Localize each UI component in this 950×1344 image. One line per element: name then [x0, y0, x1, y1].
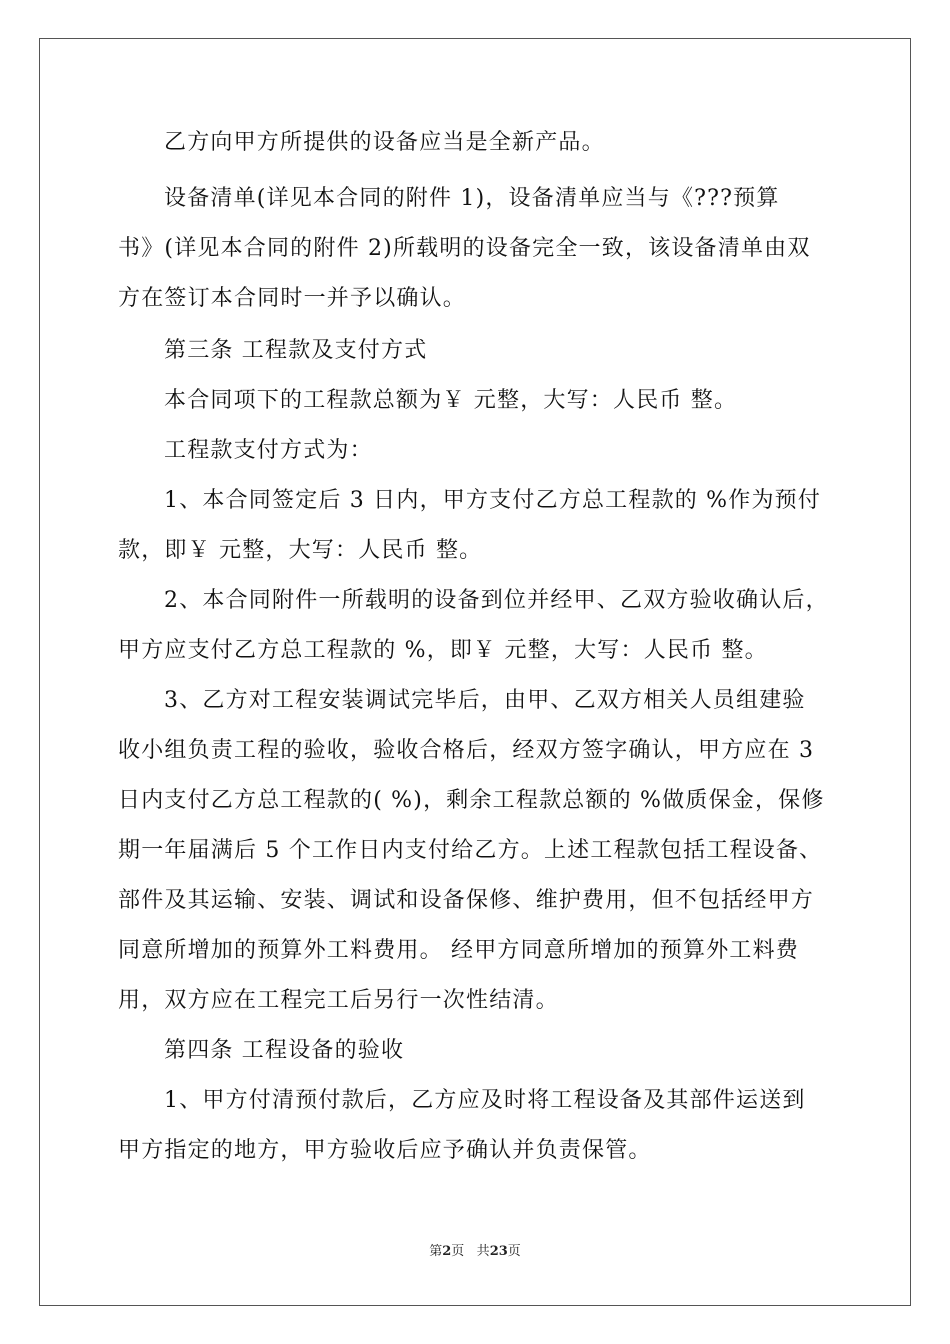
paragraph-line: 款，即￥ 元整，大写：人民币 整。: [118, 538, 483, 563]
paragraph-line: 2、本合同附件一所载明的设备到位并经甲、乙双方验收确认后，: [164, 588, 829, 613]
page-suffix: 页: [451, 1244, 465, 1259]
paragraph-line: 本合同项下的工程款总额为￥ 元整，大写：人民币 整。: [164, 388, 738, 413]
paragraph-line: 收小组负责工程的验收，验收合格后，经双方签字确认，甲方应在 3: [118, 738, 815, 763]
paragraph-line: 甲方指定的地方，甲方验收后应予确认并负责保管。: [118, 1138, 652, 1163]
page-number: 2: [442, 1244, 452, 1259]
paragraph-line: 1、本合同签定后 3 日内，甲方支付乙方总工程款的 %作为预付: [164, 488, 822, 513]
paragraph-line: 日内支付乙方总工程款的( %)，剩余工程款总额的 %做质保金，保修: [118, 788, 825, 813]
paragraph-line: 设备清单(详见本合同的附件 1)，设备清单应当与《???预算: [164, 186, 780, 211]
paragraph-line: 用，双方应在工程完工后另行一次性结清。: [118, 988, 559, 1013]
total-pages: 23: [489, 1244, 508, 1259]
section-heading: 第四条 工程设备的验收: [164, 1038, 405, 1063]
page-prefix: 第: [429, 1244, 443, 1259]
paragraph-line: 工程款支付方式为：: [164, 438, 373, 463]
total-suffix: 页: [507, 1244, 521, 1259]
paragraph-line: 1、甲方付清预付款后，乙方应及时将工程设备及其部件运送到: [164, 1088, 806, 1113]
paragraph-line: 乙方向甲方所提供的设备应当是全新产品。: [164, 130, 605, 155]
total-prefix: 共: [476, 1244, 490, 1259]
paragraph-line: 方在签订本合同时一并予以确认。: [118, 286, 467, 311]
paragraph-line: 书》(详见本合同的附件 2)所载明的设备完全一致，该设备清单由双: [118, 236, 811, 261]
paragraph-line: 期一年届满后 5 个工作日内支付给乙方。上述工程款包括工程设备、: [118, 838, 823, 863]
paragraph-line: 部件及其运输、安装、调试和设备保修、维护费用，但不包括经甲方: [118, 888, 815, 913]
section-heading: 第三条 工程款及支付方式: [164, 338, 428, 363]
page-footer: [0, 1240, 950, 1259]
paragraph-line: 同意所增加的预算外工料费用。 经甲方同意所增加的预算外工料费: [118, 938, 799, 963]
paragraph-line: 3、乙方对工程安装调试完毕后，由甲、乙双方相关人员组建验: [164, 688, 806, 713]
paragraph-line: 甲方应支付乙方总工程款的 %，即￥ 元整，大写：人民币 整。: [118, 638, 768, 663]
